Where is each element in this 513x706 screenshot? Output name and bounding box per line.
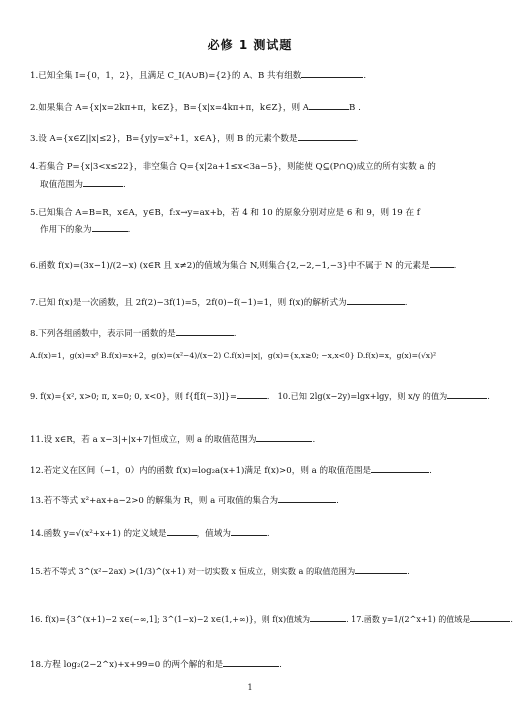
question-13 xyxy=(30,493,476,507)
question-5-continued xyxy=(40,222,476,236)
question-text: 作用下的象为 xyxy=(40,225,92,235)
question-text: 6.函数 f(x)=(3x−1)/(2−x) (x∈R 且 x≠2)的值域为集合 N,则集合{2,−2,−1,−3}中不属于 N 的元素是 xyxy=(30,261,430,271)
answer-blank xyxy=(231,526,267,536)
question-text: 14.函数 y=√(x²+x+1) 的定义域是 xyxy=(30,529,167,539)
answer-blank xyxy=(310,612,346,622)
answer-blank xyxy=(301,68,363,78)
question-text: 18.方程 log₂(2−2^x)+x+99=0 的两个解的和是 xyxy=(30,660,224,670)
question-text: 9. f(x)={x², x>0; π, x=0; 0, x<0}，则 f{f[f(−3)]}= xyxy=(30,391,237,401)
question-tail: . xyxy=(404,298,408,308)
question-16-17 xyxy=(30,612,513,626)
question-tail: . xyxy=(312,435,316,445)
answer-blank xyxy=(298,131,356,141)
answer-blank xyxy=(83,177,123,187)
question-tail: . xyxy=(233,329,237,339)
question-text: 12.若定义在区间（−1，0）内的函数 f(x)=log₂a(x+1)满足 f(x)>0，则 a 的取值范围是 xyxy=(30,466,372,476)
page-number: 1 xyxy=(247,683,253,692)
answer-blank xyxy=(176,326,234,336)
question-8-options xyxy=(30,350,476,362)
question-6 xyxy=(30,258,476,272)
question-text: 4.若集合 P={x|3<x≤22}，非空集合 Q={x|2a+1≤x<3a−5}，则能使 Q⊆(P∩Q)成立的所有实数 a 的 xyxy=(30,162,436,172)
answer-blank xyxy=(309,100,349,110)
page-title: 必修 1 测试题 xyxy=(207,38,293,52)
question-8 xyxy=(30,326,476,340)
answer-blank xyxy=(167,526,197,536)
question-9-10 xyxy=(30,389,490,402)
answer-blank xyxy=(278,493,336,503)
question-tail: . xyxy=(453,261,457,271)
question-text: 取值范围为 xyxy=(40,180,83,190)
question-mid: . 17.函数 y=1/(2^x+1) 的值域是 xyxy=(346,615,471,624)
options-text: A.f(x)=1，g(x)=x⁰ B.f(x)=x+2，g(x)=(x²−4)/(x−2) C.f(x)=|x|，g(x)={x,x≥0; −x,x<0} D.f(x)=x，g(x)=(√x)² xyxy=(30,351,437,360)
question-11 xyxy=(30,432,476,446)
question-text: 11.设 x∈R，若 a x−3|+|x+7|恒成立，则 a 的取值范围为 xyxy=(30,435,257,445)
question-tail: . xyxy=(355,134,359,144)
question-tail: . xyxy=(363,71,367,81)
question-text: 2.如果集合 A={x|x=2kπ+π，k∈Z}，B={x|x=4kπ+π，k∈Z}，则 A xyxy=(30,103,310,113)
question-tail: . xyxy=(127,225,131,235)
question-18 xyxy=(30,657,476,671)
question-15 xyxy=(30,564,476,577)
question-12 xyxy=(30,463,476,477)
answer-blank xyxy=(430,258,454,268)
answer-blank xyxy=(237,389,267,399)
question-4-continued xyxy=(40,177,476,191)
question-mid: ，值域为 xyxy=(196,529,231,539)
question-tail: B . xyxy=(349,103,361,113)
question-4 xyxy=(30,161,476,173)
question-tail: . xyxy=(407,566,410,576)
question-tail: . xyxy=(279,660,282,670)
question-text: 7.已知 f(x)是一次函数，且 2f(2)−3f(1)=5，2f(0)−f(−1)=1，则 f(x)的解析式为 xyxy=(30,298,347,308)
question-text: 3.设 A={x∈Z||x|≤2}，B={y|y=x²+1，x∈A}，则 B 的元素个数是 xyxy=(30,134,298,144)
answer-blank xyxy=(347,295,405,305)
question-7 xyxy=(30,295,476,309)
question-2 xyxy=(30,100,476,114)
question-text: 5.已知集合 A=B=R，x∈A，y∈B，f:x→y=ax+b，若 4 和 10 的原象分别对应是 6 和 9，则 19 在 f xyxy=(30,208,420,218)
question-tail: ． 10.已知 2lg(x−2y)=lgx+lgy，则 x/y 的值为 xyxy=(266,391,448,401)
question-tail: . xyxy=(429,466,432,476)
answer-blank xyxy=(447,389,487,399)
question-text: 8.下列各组函数中，表示同一函数的是 xyxy=(30,329,176,339)
question-text: 16. f(x)={3^(x+1)−2 x∈(−∞,1]; 3^(1−x)−2 x∈(1,+∞)}，则 f(x)值域为 xyxy=(30,615,311,624)
answer-blank xyxy=(371,463,429,473)
question-tail: . xyxy=(487,391,490,401)
question-tail: . xyxy=(510,615,513,624)
question-text: 15.若不等式 3^(x²−2ax) >(1/3)^(x+1) 对一切实数 x 恒成立，则实数 a 的取值范围为 xyxy=(30,566,356,576)
question-5 xyxy=(30,207,476,219)
answer-blank xyxy=(223,657,279,667)
question-tail: . xyxy=(336,496,339,506)
question-tail: . xyxy=(266,529,270,539)
question-text: 13.若不等式 x²+ax+a−2>0 的解集为 R，则 a 可取值的集合为 xyxy=(30,496,279,506)
answer-blank xyxy=(355,564,407,574)
answer-blank xyxy=(256,432,312,442)
answer-blank xyxy=(470,612,510,622)
answer-blank xyxy=(92,222,128,232)
question-text: 1.已知全集 I={0，1，2}，且满足 C_I(A∪B)={2}的 A、B 共有组数 xyxy=(30,71,302,81)
question-14 xyxy=(30,526,476,540)
question-3 xyxy=(30,131,476,145)
question-tail: . xyxy=(122,180,126,190)
question-1 xyxy=(30,68,476,82)
